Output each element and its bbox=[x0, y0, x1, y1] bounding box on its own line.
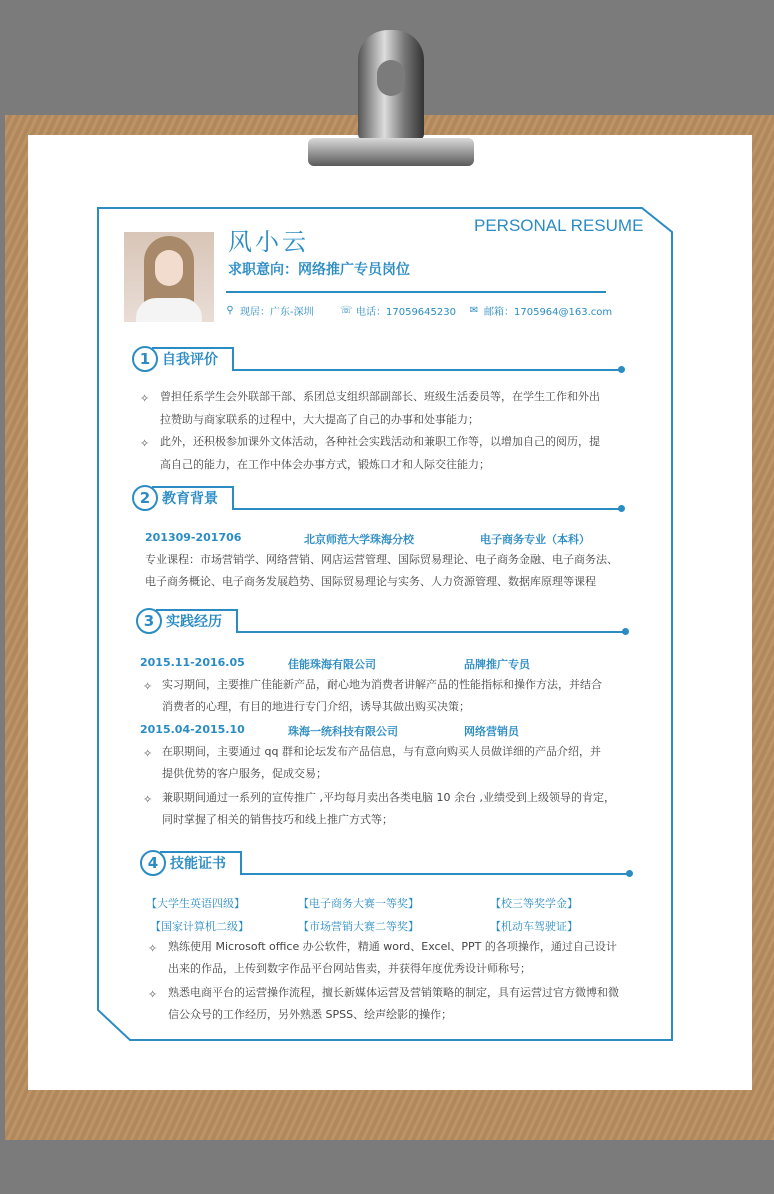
cert-item: 【市场营销大赛二等奖】 bbox=[298, 920, 419, 933]
cert-item: 【电子商务大赛一等奖】 bbox=[298, 897, 419, 910]
skill-item-2-line-2: 信公众号的工作经历，另外熟悉 SPSS、绘声绘影的操作； bbox=[168, 1008, 453, 1021]
location-pin-icon: ⚲ bbox=[226, 304, 234, 316]
job-2-item-2-line-2: 同时掌握了相关的销售技巧和线上推广方式等； bbox=[162, 813, 393, 826]
job-intent: 求职意向：网络推广专员岗位 bbox=[228, 262, 410, 278]
edu-courses-line-2: 电子商务概论、电子商务发展趋势、国际贸易理论与实务、人力资源管理、数据库原理等课程 bbox=[145, 575, 596, 588]
skill-item-2-line-1: 熟悉电商平台的运营操作流程，擅长新媒体运营及营销策略的制定，具有运营过官方微博和微 bbox=[168, 986, 619, 999]
section-self-evaluation bbox=[132, 346, 628, 374]
job-1-company: 佳能珠海有限公司 bbox=[288, 658, 376, 671]
bullet-icon: ✧ bbox=[143, 793, 153, 806]
job-2-company: 珠海一统科技有限公司 bbox=[288, 725, 398, 738]
section-number: 1 bbox=[132, 346, 158, 372]
bullet-icon: ✧ bbox=[140, 392, 150, 405]
skill-item-1-line-1: 熟练使用 Microsoft office 办公软件，精通 word、Excel、PPT 的各项操作，通过自己设计 bbox=[168, 940, 617, 953]
section-number: 2 bbox=[132, 485, 158, 511]
skill-item-1-line-2: 出来的作品，上传到数字作品平台网站售卖，并获得年度优秀设计师称号； bbox=[168, 962, 531, 975]
bullet-icon: ✧ bbox=[143, 747, 153, 760]
cert-item: 【校三等奖学金】 bbox=[490, 897, 578, 910]
edu-major: 电子商务专业（本科） bbox=[480, 533, 590, 546]
section-number: 3 bbox=[136, 608, 162, 634]
self-item-2-line-2: 高自己的能力，在工作中体会办事方式，锻炼口才和人际交往能力； bbox=[160, 458, 490, 471]
cert-item: 【机动车驾驶证】 bbox=[490, 920, 578, 933]
contact-email bbox=[468, 303, 612, 318]
job-2-item-2-line-1: 兼职期间通过一系列的宣传推广 ,平均每月卖出各类电脑 10 余台 ,业绩受到上级领导的肯定， bbox=[162, 791, 615, 804]
job-1-item-line-1: 实习期间，主要推广佳能新产品，耐心地为消费者讲解产品的性能指标和操作方法，并结合 bbox=[162, 678, 602, 691]
personal-resume-banner: PERSONAL RESUME bbox=[474, 216, 644, 235]
section-title: 教育背景 bbox=[152, 486, 234, 510]
job-1-item-line-2: 消费者的心理，有目的地进行专门介绍，诱导其做出购买决策； bbox=[162, 700, 470, 713]
cert-item: 【国家计算机二级】 bbox=[150, 920, 249, 933]
bullet-icon: ✧ bbox=[140, 437, 150, 450]
edu-period: 201309-201706 bbox=[145, 531, 242, 544]
job-1-role: 品牌推广专员 bbox=[464, 658, 530, 671]
section-education bbox=[132, 485, 628, 513]
edu-courses-line-1: 专业课程：市场营销学、网络营销、网店运营管理、国际贸易理论、电子商务金融、电子商务法、 bbox=[145, 553, 618, 566]
self-item-1-line-1: 曾担任系学生会外联部干部、系团总支组织部副部长、班级生活委员等，在学生工作和外出 bbox=[160, 390, 600, 403]
self-item-1-line-2: 拉赞助与商家联系的过程中，大大提高了自己的办事和处事能力； bbox=[160, 413, 479, 426]
contact-location bbox=[224, 303, 314, 318]
section-title: 实践经历 bbox=[156, 609, 238, 633]
profile-photo bbox=[124, 232, 214, 322]
header-divider bbox=[226, 291, 606, 293]
contact-email-text: 邮箱：1705964@163.com bbox=[484, 307, 613, 318]
job-1-period: 2015.11-2016.05 bbox=[140, 656, 245, 669]
candidate-name: 风小云 bbox=[228, 228, 309, 256]
contact-phone bbox=[340, 303, 456, 318]
job-2-item-1-line-2: 提供优势的客户服务，促成交易； bbox=[162, 767, 327, 780]
self-item-2-line-1: 此外，还积极参加课外文体活动，各种社会实践活动和兼职工作等，以增加自己的阅历，提 bbox=[160, 435, 600, 448]
phone-icon: ☏ bbox=[340, 304, 353, 316]
edu-school: 北京师范大学珠海分校 bbox=[304, 533, 414, 546]
contact-phone-text: 电话：17059645230 bbox=[356, 307, 456, 318]
mail-icon: ✉ bbox=[469, 304, 479, 316]
bullet-icon: ✧ bbox=[148, 942, 158, 955]
section-title: 技能证书 bbox=[160, 851, 242, 875]
contact-location-text: 现居：广东-深圳 bbox=[240, 307, 314, 318]
cert-item: 【大学生英语四级】 bbox=[146, 897, 245, 910]
section-title: 自我评价 bbox=[152, 347, 234, 371]
bullet-icon: ✧ bbox=[143, 680, 153, 693]
bullet-icon: ✧ bbox=[148, 988, 158, 1001]
job-2-item-1-line-1: 在职期间，主要通过 qq 群和论坛发布产品信息，与有意向购买人员做详细的产品介绍，并 bbox=[162, 745, 601, 758]
section-skills bbox=[140, 850, 636, 878]
section-practice bbox=[136, 608, 632, 636]
job-2-role: 网络营销员 bbox=[464, 725, 519, 738]
section-number: 4 bbox=[140, 850, 166, 876]
job-2-period: 2015.04-2015.10 bbox=[140, 723, 245, 736]
